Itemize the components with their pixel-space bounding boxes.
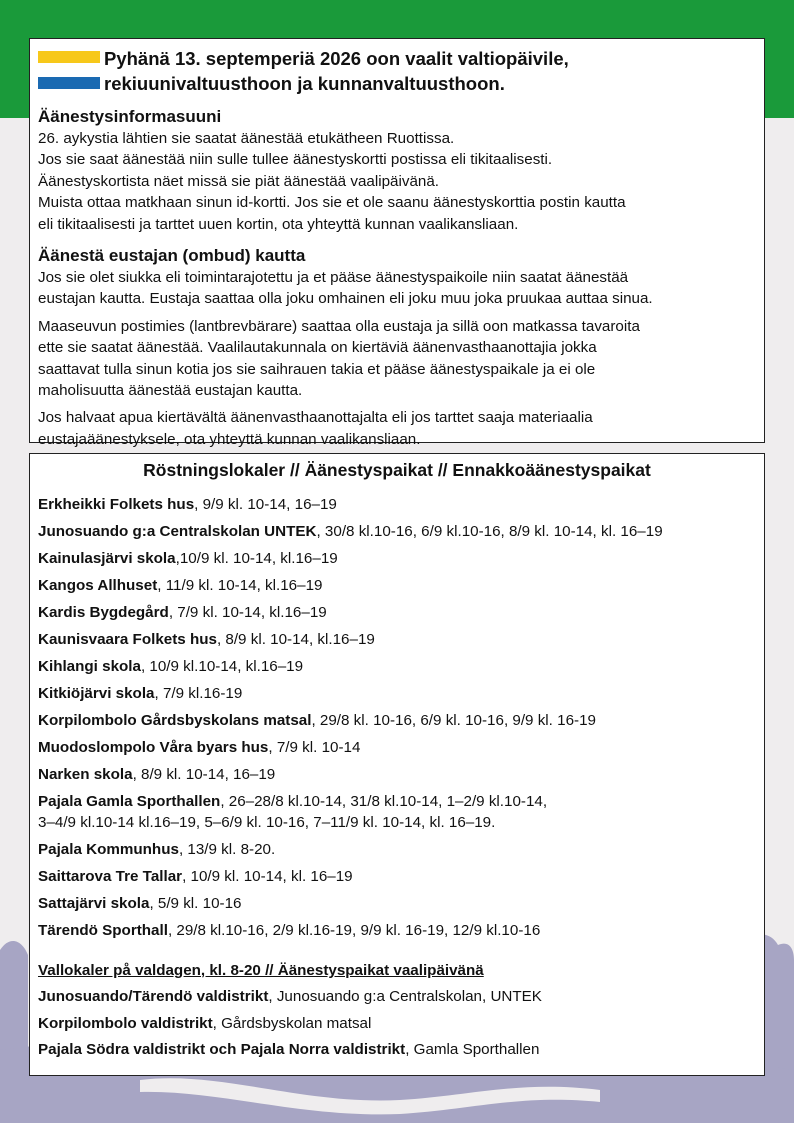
proxy-line: eustajan kautta. Eustaja saattaa olla joku omhainen eli joku muu joka pruukaa auttaa sinua. (38, 290, 653, 308)
proxy-line: eustajaäänestyksele, ota yhteyttä kunnan vaalikansliaan. (38, 430, 421, 448)
location-times: , 11/9 kl. 10-14, kl.16–19 (157, 577, 323, 594)
location-times: , 30/8 kl.10-16, 6/9 kl.10-16, 8/9 kl. 10-14, kl. 16–19 (316, 523, 663, 540)
district-name: Pajala Södra valdistrikt och Pajala Norra valdistrikt (38, 1041, 406, 1059)
location-times: , 8/9 kl. 10-14, kl.16–19 (216, 631, 375, 648)
proxy-heading: Äänestä eustajan (ombud) kautta (38, 246, 306, 266)
location-entry (38, 629, 756, 650)
location-name: Korpilombolo Gårdsbyskolans matsal (38, 712, 312, 729)
info-line: Äänestyskortista näet missä sie piät äänestää vaalipäivänä. (38, 172, 440, 190)
location-times: , 7/9 kl. 10-14 (268, 739, 361, 756)
location-entry (38, 920, 756, 941)
blue-stripe-icon (38, 77, 100, 89)
location-entry (38, 683, 756, 704)
proxy-line: Jos sie olet siukka eli toimintarajotettu ja et pääse äänestyspaikoile niin saatat äänestää (38, 269, 629, 287)
location-entry (38, 710, 756, 731)
election-day-title: Vallokaler på valdagen, kl. 8-20 // Äänestyspaikat vaalipäivänä (38, 961, 484, 979)
location-entry (38, 494, 756, 515)
info-heading: Äänestysinformasuuni (38, 107, 222, 126)
location-entry (38, 548, 756, 569)
location-times: , 10/9 kl.10-14, kl.16–19 (140, 658, 304, 675)
location-entry (38, 866, 756, 887)
location-entry (38, 521, 756, 542)
location-times: , 7/9 kl. 10-14, kl.16–19 (168, 604, 327, 621)
district-place: , Gamla Sporthallen (405, 1041, 540, 1059)
location-times: , 29/8 kl.10-16, 2/9 kl.16-19, 9/9 kl. 16-19, 12/9 kl.10-16 (167, 922, 541, 940)
info-line: 26. aykystia lähtien sie saatat äänestää etukätheen Ruottissa. (38, 130, 455, 147)
location-name: Kitkiöjärvi skola (38, 685, 155, 702)
location-entry (38, 575, 756, 596)
location-name: Kardis Bygdegård (38, 604, 169, 621)
info-line: Muista ottaa matkhaan sinun id-kortti. Jos sie et ole saanu äänestyskorttia postin kautta (38, 194, 626, 212)
location-entry (38, 791, 756, 834)
location-entry (38, 656, 756, 677)
proxy-line: ette sie saatat äänestää. Vaalilautakunnala on kiertäviä äänenvasthaanottajia jokka (38, 339, 597, 357)
location-name: Kangos Allhuset (38, 577, 158, 594)
location-name: Pajala Kommunhus (38, 841, 179, 859)
location-name: Kaunisvaara Folkets hus (38, 631, 217, 648)
location-entry (38, 764, 756, 785)
headline-line-1: Pyhänä 13. septemperiä 2026 oon vaalit valtiopäivile, (104, 48, 569, 69)
location-name: Muodoslompolo Våra byars hus (38, 739, 269, 756)
district-place: , Junosuando g:a Centralskolan, UNTEK (268, 988, 542, 1006)
location-entry (38, 839, 756, 860)
proxy-line: Jos halvaat apua kiertävältä äänenvasthaanottajalta eli jos tarttet saaja materiaalia (38, 409, 593, 427)
election-day-entry (38, 1013, 756, 1034)
location-name: Sattajärvi skola (38, 895, 150, 913)
location-entry (38, 602, 756, 623)
location-times: , 9/9 kl. 10-14, 16–19 (194, 496, 337, 513)
location-name: Tärendö Sporthall (38, 922, 168, 940)
location-name: Kihlangi skola (38, 658, 141, 675)
district-name: Junosuando/Tärendö valdistrikt (38, 988, 269, 1006)
locations-title: Röstningslokaler // Äänestyspaikat // Ennakkoäänestyspaikat (143, 460, 651, 480)
district-place: , Gårdsbyskolan matsal (212, 1014, 372, 1032)
proxy-line: saattavat tulla sinun kotia jos sie saihrauen takia et pääse äänestyspaikale ja ei ole (38, 360, 596, 378)
locations-box (29, 453, 765, 1076)
headline-line-2: rekiuunivaltuusthoon ja kunnanvaltuusthoon. (104, 73, 505, 94)
location-times: ,10/9 kl. 10-14, kl.16–19 (175, 550, 338, 567)
election-day-entry (38, 1039, 756, 1060)
location-name: Junosuando g:a Centralskolan UNTEK (38, 523, 317, 540)
page-headline (38, 46, 756, 96)
location-times: , 10/9 kl. 10-14, kl. 16–19 (182, 868, 353, 886)
location-times: , 26–28/8 kl.10-14, 31/8 kl.10-14, 1–2/9 kl.10-14, (220, 793, 548, 810)
location-times: , 29/8 kl. 10-16, 6/9 kl. 10-16, 9/9 kl. 16-19 (311, 712, 596, 729)
location-entry (38, 737, 756, 758)
location-entry (38, 893, 756, 914)
info-line: Jos sie saat äänestää niin sulle tullee äänestyskortti postissa eli tikitaalisesti. (38, 151, 553, 169)
district-name: Korpilombolo valdistrikt (38, 1014, 213, 1032)
proxy-line: Maaseuvun postimies (lantbrevbärare) saattaa olla eustaja ja sillä oon matkassa tavaroita (38, 317, 640, 335)
location-times-continued: 3–4/9 kl.10-14 kl.16–19, 5–6/9 kl. 10-16, 7–11/9 kl. 10-14, kl. 16–19. (38, 814, 496, 832)
location-name: Narken skola (38, 766, 133, 783)
location-times: , 8/9 kl. 10-14, 16–19 (132, 766, 276, 783)
location-times: , 13/9 kl. 8-20. (178, 841, 276, 859)
location-name: Pajala Gamla Sporthallen (38, 793, 221, 810)
location-name: Saittarova Tre Tallar (38, 868, 183, 886)
info-box (29, 38, 765, 448)
location-times: , 5/9 kl. 10-16 (149, 895, 242, 913)
location-name: Kainulasjärvi skola (38, 550, 176, 567)
location-times: , 7/9 kl.16-19 (154, 685, 243, 702)
location-name: Erkheikki Folkets hus (38, 496, 195, 513)
proxy-line: maholisuutta äänestää eustajan kautta. (38, 382, 303, 400)
info-line: eli tikitaalisesti ja tarttet uuen kortin, ota yhteyttä kunnan vaalikansliaan. (38, 215, 519, 233)
yellow-stripe-icon (38, 51, 100, 63)
election-day-entry (38, 986, 756, 1007)
